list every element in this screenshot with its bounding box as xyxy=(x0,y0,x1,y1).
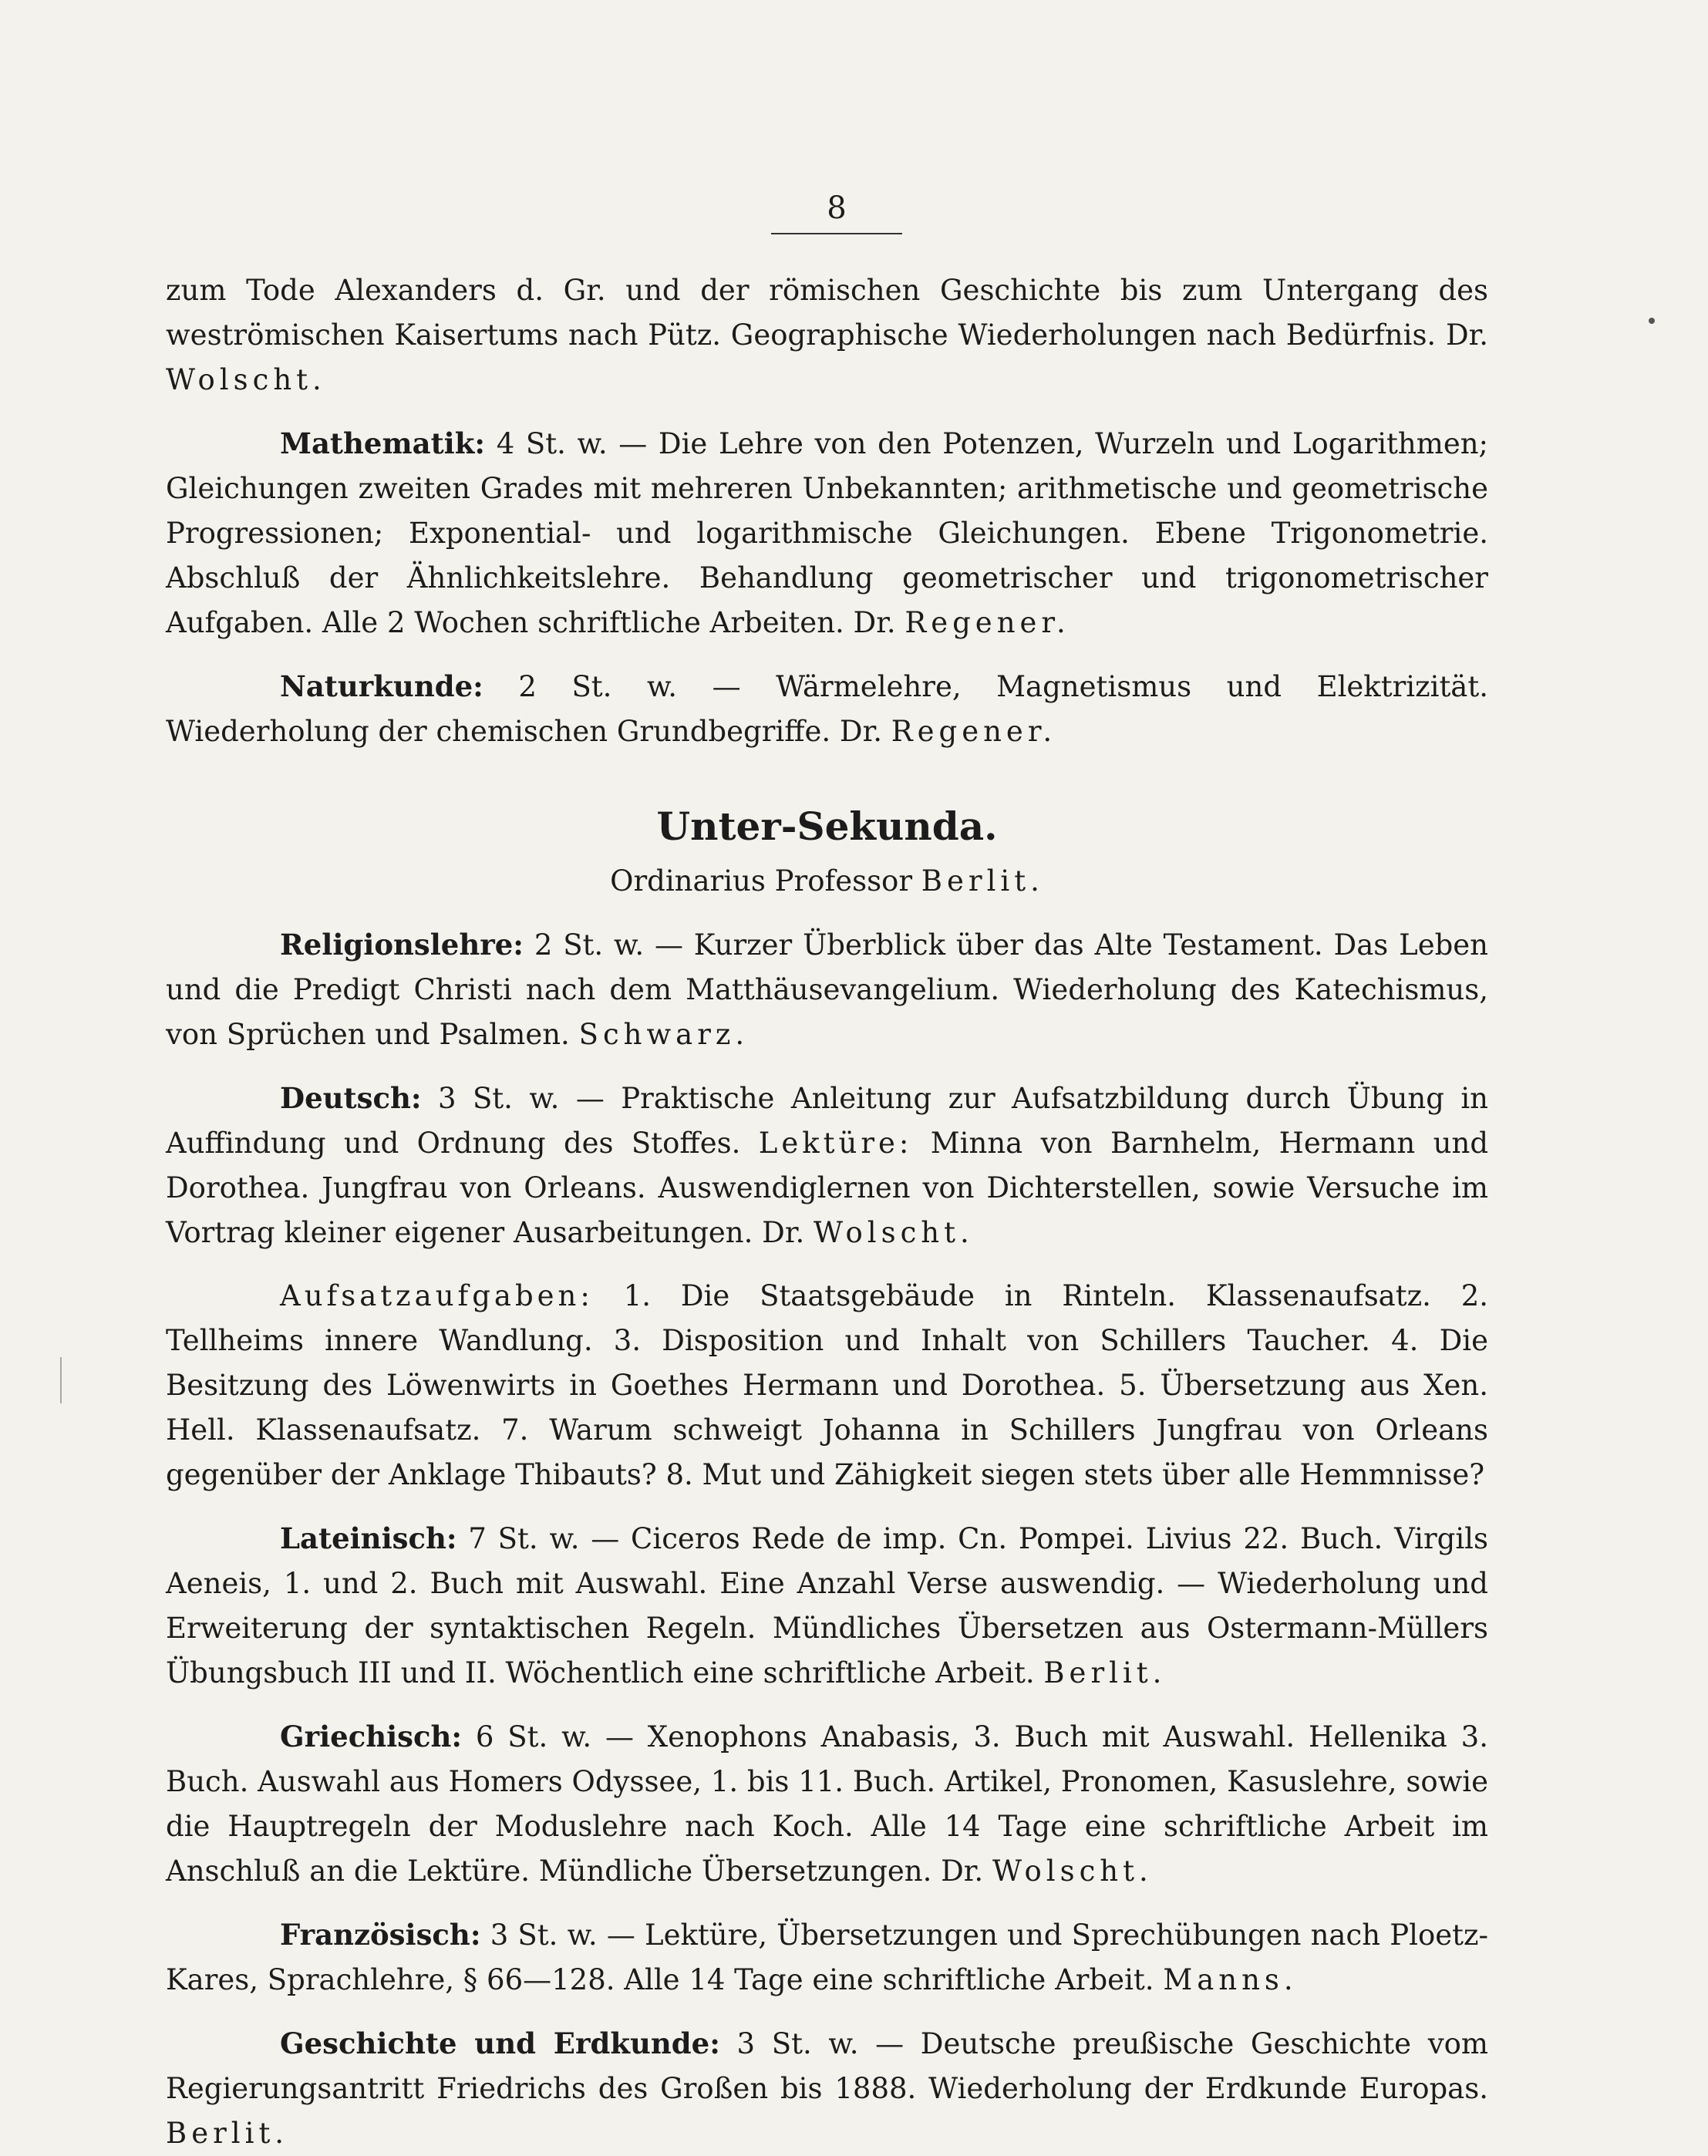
deutsch-paragraph xyxy=(166,1076,1488,1255)
subject-heading: Mathematik: xyxy=(280,426,486,460)
mathematik-paragraph xyxy=(166,421,1488,645)
subject-heading: Deutsch: xyxy=(280,1081,422,1115)
subject-text: 3 St. w. — Praktische Anleitung zur Aufsatzbildung durch Übung in Auffindung und Ordnung des Stoffes. xyxy=(166,1082,1489,1160)
subject-heading: Geschichte und Erdkunde: xyxy=(280,2026,720,2060)
page-body xyxy=(166,268,1488,2156)
teacher-name: Wolscht. xyxy=(166,363,326,396)
teacher-name: Wolscht. xyxy=(992,1854,1153,1888)
subject-text: 4 St. w. — Die Lehre von den Potenzen, Wurzeln und Logarithmen; Gleichungen zweiten Grades mit mehreren Unbekannten; arithmetische und geometrische Progressionen; Exponential- und logarithmische Gleichungen. Ebene Trigonometrie. Abschluß der Ähnlichkeitslehre. Behandlung geometrischer und trigonometrischer Aufgaben. Alle 2 Wochen schriftliche Arbeiten. Dr. xyxy=(166,427,1489,639)
ordinarius-label: Ordinarius Professor xyxy=(610,864,913,898)
teacher-name: Berlit. xyxy=(1043,1656,1167,1689)
teacher-name: Schwarz. xyxy=(578,1018,750,1051)
aufsatz-text: 1. Die Staatsgebäude in Rinteln. Klassenaufsatz. 2. Tellheims innere Wandlung. 3. Disposition und Inhalt von Schillers Taucher. 4. Die Besitzung des Löwenwirts in Goethes Hermann und Dorothea. 5. Übersetzung aus Xen. Hell. Klassenaufsatz. 7. Warum schweigt Johanna in Schillers Jungfrau von Orleans gegenüber der Anklage Thibauts? 8. Mut und Zähigkeit siegen stets über alle Hemmnisse? xyxy=(166,1279,1489,1491)
page-number: 8 xyxy=(827,190,847,226)
paper-mark xyxy=(60,1357,62,1403)
continuation-paragraph xyxy=(166,268,1488,403)
continuation-text: zum Tode Alexanders d. Gr. und der römischen Geschichte bis zum Untergang des weströmischen Kaisertums nach Pütz. Geographische Wiederholungen nach Bedürfnis. Dr. xyxy=(166,274,1488,352)
subject-heading: Naturkunde: xyxy=(280,669,483,703)
ordinarius-name: Berlit. xyxy=(921,864,1044,898)
religion-paragraph xyxy=(166,922,1488,1057)
section-title: Unter-Sekunda. xyxy=(656,803,998,849)
teacher-name: Wolscht. xyxy=(813,1216,974,1249)
aufsatz-paragraph xyxy=(166,1274,1488,1497)
geschichte-paragraph xyxy=(166,2021,1488,2156)
subject-heading: Religionslehre: xyxy=(280,928,524,962)
teacher-name: Berlit. xyxy=(166,2117,289,2150)
aufsatz-label: Aufsatzaufgaben: xyxy=(280,1279,594,1312)
subject-heading: Französisch: xyxy=(280,1918,481,1952)
griechisch-paragraph xyxy=(166,1714,1488,1894)
teacher-name: Regener. xyxy=(891,715,1057,748)
latein-paragraph xyxy=(166,1516,1488,1696)
ordinarius-line xyxy=(166,859,1488,904)
subject-text: 2 St. w. — Wärmelehre, Magnetismus und Elektrizität. Wiederholung der chemischen Grundbegriffe. Dr. xyxy=(166,670,1488,748)
subject-text: 6 St. w. — Xenophons Anabasis, 3. Buch mit Auswahl. Hellenika 3. Buch. Auswahl aus Homers Odyssee, 1. bis 11. Buch. Artikel, Pronomen, Kasuslehre, sowie die Hauptregeln der Moduslehre nach Koch. Alle 14 Tage eine schriftliche Arbeit im Anschluß an die Lektüre. Mündliche Übersetzungen. Dr. xyxy=(166,1720,1488,1888)
subject-text: 2 St. w. — Kurzer Überblick über das Alte Testament. Das Leben und die Predigt Christi nach dem Matthäusevangelium. Wiederholung des Katechismus, von Sprüchen und Psalmen. xyxy=(166,928,1488,1051)
franzoesisch-paragraph xyxy=(166,1912,1488,2003)
subject-text: 3 St. w. — Lektüre, Übersetzungen und Sprechübungen nach Ploetz-Kares, Sprachlehre, § 66—128. Alle 14 Tage eine schriftliche Arbeit. xyxy=(166,1919,1488,1996)
ink-speck xyxy=(1649,318,1655,324)
subject-heading: Lateinisch: xyxy=(280,1521,457,1555)
subject-heading: Griechisch: xyxy=(280,1720,463,1753)
subject-text: 7 St. w. — Ciceros Rede de imp. Cn. Pompei. Livius 22. Buch. Virgils Aeneis, 1. und 2. Buch mit Auswahl. Eine Anzahl Verse auswendig. — Wiederholung und Erweiterung der syntaktischen Regeln. Mündliches Übersetzen aus Ostermann-Müllers Übungsbuch III und II. Wöchentlich eine schriftliche Arbeit. xyxy=(166,1522,1488,1689)
subject-text: 3 St. w. — Deutsche preußische Geschichte vom Regierungsantritt Friedrichs des Großen bis 1888. Wiederholung der Erdkunde Europas. xyxy=(166,2027,1489,2105)
subject-text-continued: Minna von Barnhelm, Hermann und Dorothea. Jungfrau von Orleans. Auswendiglernen von Dichterstellen, sowie Versuche im Vortrag kleiner eigener Ausarbeitungen. Dr. xyxy=(166,1127,1488,1249)
lektuere-label: Lektüre: xyxy=(758,1127,913,1160)
page-number-rule xyxy=(771,233,902,234)
teacher-name: Regener. xyxy=(905,606,1070,639)
teacher-name: Manns. xyxy=(1163,1963,1298,1996)
naturkunde-paragraph xyxy=(166,664,1488,754)
